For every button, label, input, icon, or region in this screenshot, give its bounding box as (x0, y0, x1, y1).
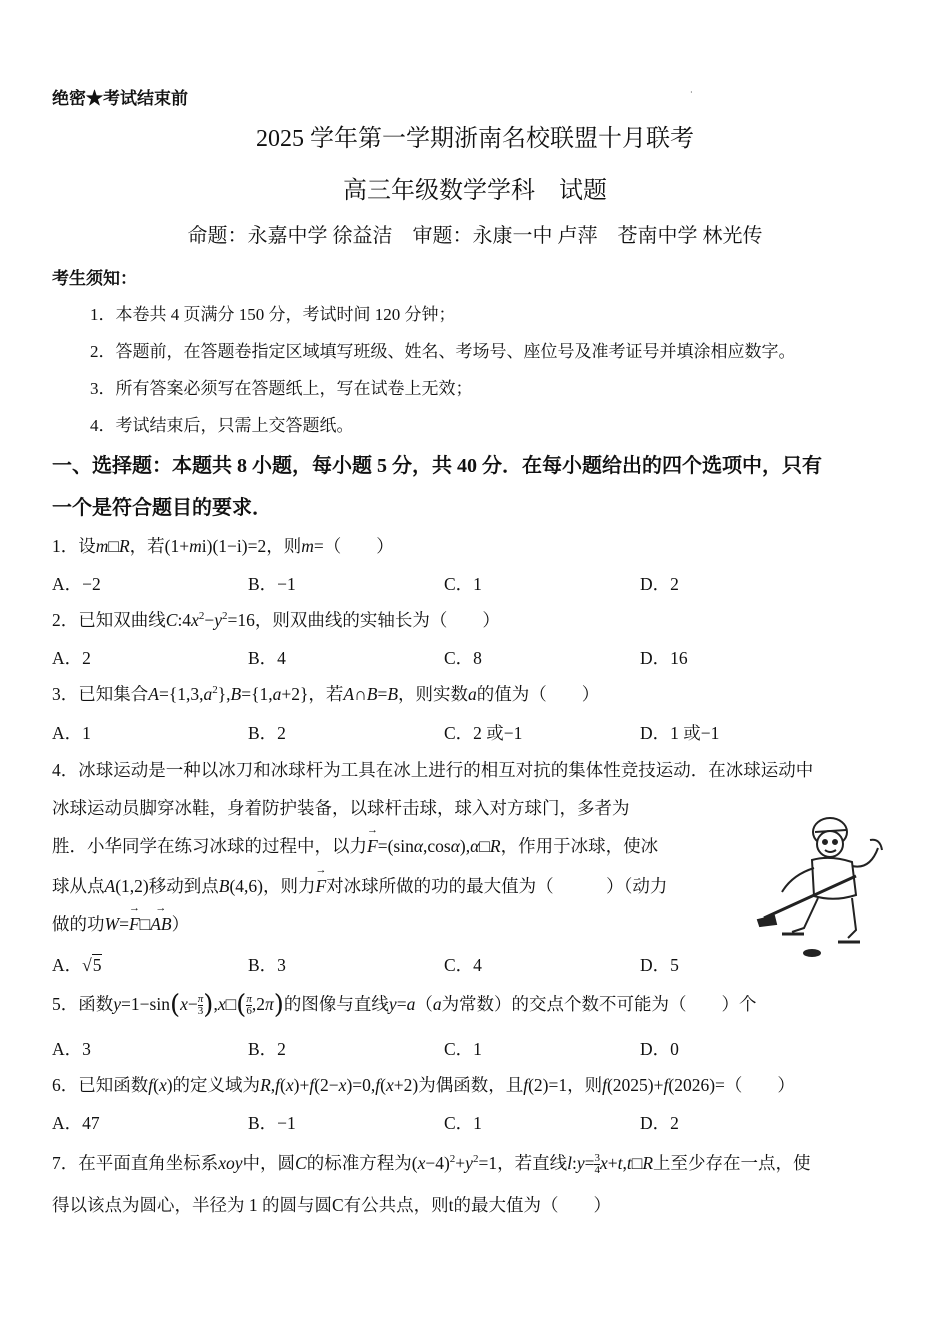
q6-option-c: C．1 (444, 1113, 482, 1133)
question-1-stem: 1．设m□R，若(1+mi)(1−i)=2，则m=（ ） (52, 536, 394, 556)
question-7-line2: 得以该点为圆心，半径为 1 的圆与圆C有公共点，则t的最大值为（ ） (52, 1195, 612, 1215)
notice-heading: 考生须知： (52, 269, 137, 288)
head (817, 831, 843, 857)
q5-option-c: C．1 (444, 1039, 482, 1059)
q6-option-a: A．47 (52, 1113, 100, 1133)
notice-item-3: 3．所有答案必须写在答题纸上，写在试卷上无效； (90, 379, 473, 398)
confidential-label: 绝密★考试结束前 (52, 89, 188, 108)
q4-option-c: C．4 (444, 955, 482, 975)
q4-option-b: B．3 (248, 955, 286, 975)
authors-line: 命题：永嘉中学 徐益洁 审题：永康一中 卢萍 苍南中学 林光传 (187, 225, 763, 247)
q3-option-b: B．2 (248, 723, 286, 743)
notice-item-1: 1．本卷共 4 页满分 150 分，考试时间 120 分钟； (90, 305, 456, 324)
question-3-stem: 3．已知集合$A=\{1,3,a^2\},B=\{1,a+2\}$，若A∩B=B，则实数a的值为（ ） (52, 684, 600, 704)
q6-option-b: B．−1 (248, 1113, 296, 1133)
q5-option-d: D．0 (640, 1039, 679, 1059)
exam-title: 2025 学年第一学期浙南名校联盟十月联考 (256, 126, 694, 152)
q2-option-b: B．4 (248, 648, 286, 668)
question-6-stem: 6．已知函数f(x)的定义域为R,f(x)+f(2−x)=0,f(x+2)为偶函数，且f(2)=1，则f(2025)+f(2026)=（ ） (52, 1075, 795, 1095)
q3-option-a: A．1 (52, 723, 91, 743)
q2-option-c: C．8 (444, 648, 482, 668)
question-2-stem: 2．已知双曲线$C:4x^2-y^2=16$，则双曲线的实轴长为（ ） (52, 610, 500, 630)
q5-option-b: B．2 (248, 1039, 286, 1059)
notice-item-4: 4．考试结束后，只需上交答题纸。 (90, 416, 354, 435)
dot-mark: · (690, 88, 693, 97)
motion-lines (870, 840, 882, 850)
question-4-line3: 胜．小华同学在练习冰球的过程中，以力→ F=(sinα,cosα),α□R，作用于冰球，使冰 (52, 833, 658, 858)
arm-right (852, 848, 878, 867)
q5-option-a: A．3 (52, 1039, 91, 1059)
arm-left (782, 868, 814, 892)
q2-option-d: D．16 (640, 648, 688, 668)
question-4-line1: 4．冰球运动是一种以冰刀和冰球杆为工具在冰上进行的相互对抗的集体性竞技运动．在冰球运动中 (52, 760, 814, 780)
section-heading-line1: 一、选择题：本题共 8 小题，每小题 5 分，共 40 分．在每小题给出的四个选项中，只有 (52, 455, 822, 477)
question-4-line4: 球从点A(1,2)移动到点B(4,6)，则力→ F对冰球所做的功的最大值为（ ）（动力 (52, 873, 667, 898)
question-5-stem: 5．函数y=1−sin(x− $\frac{\pi}{3}$ ),x□( $\frac{\pi}{6}$ ,2π)的图像与直线y=a（a为常数）的交点个数不可能为（ ）个 (52, 990, 757, 1020)
stick-blade (758, 916, 776, 926)
puck (804, 950, 820, 956)
q4-option-d: D．5 (640, 955, 679, 975)
q3-option-d: D．1 或−1 (640, 723, 720, 743)
q1-option-d: D．2 (640, 574, 679, 594)
leg-right (848, 898, 856, 938)
notice-item-2: 2．答题前，在答题卷指定区域填写班级、姓名、考场号、座位号及准考证号并填涂相应数字。 (90, 342, 796, 361)
q1-option-b: B．−1 (248, 574, 296, 594)
question-7-line1: 7．在平面直角坐标系xoy中，圆C的标准方程为$(x-4)^2+y^2=1$，若直线l:y= $\frac{3}{4}$ x+t,t□R上至少存在一点，使 (52, 1152, 811, 1177)
q2-option-a: A．2 (52, 648, 91, 668)
q1-option-a: A．−2 (52, 574, 101, 594)
q3-option-c: C．2 或−1 (444, 723, 523, 743)
q6-option-d: D．2 (640, 1113, 679, 1133)
eye-right (833, 840, 837, 844)
question-4-line5: 做的功W=→ F□→ AB） (52, 911, 189, 936)
exam-subtitle: 高三年级数学学科 试题 (343, 178, 607, 204)
eye-left (823, 840, 827, 844)
question-4-line2: 冰球运动员脚穿冰鞋，身着防护装备，以球杆击球，球入对方球门，多者为 (52, 798, 630, 818)
section-heading-line2: 一个是符合题目的要求． (52, 497, 272, 519)
q1-option-c: C．1 (444, 574, 482, 594)
q4-option-a: A．√5 (52, 955, 102, 975)
hockey-player-illustration (752, 810, 890, 960)
